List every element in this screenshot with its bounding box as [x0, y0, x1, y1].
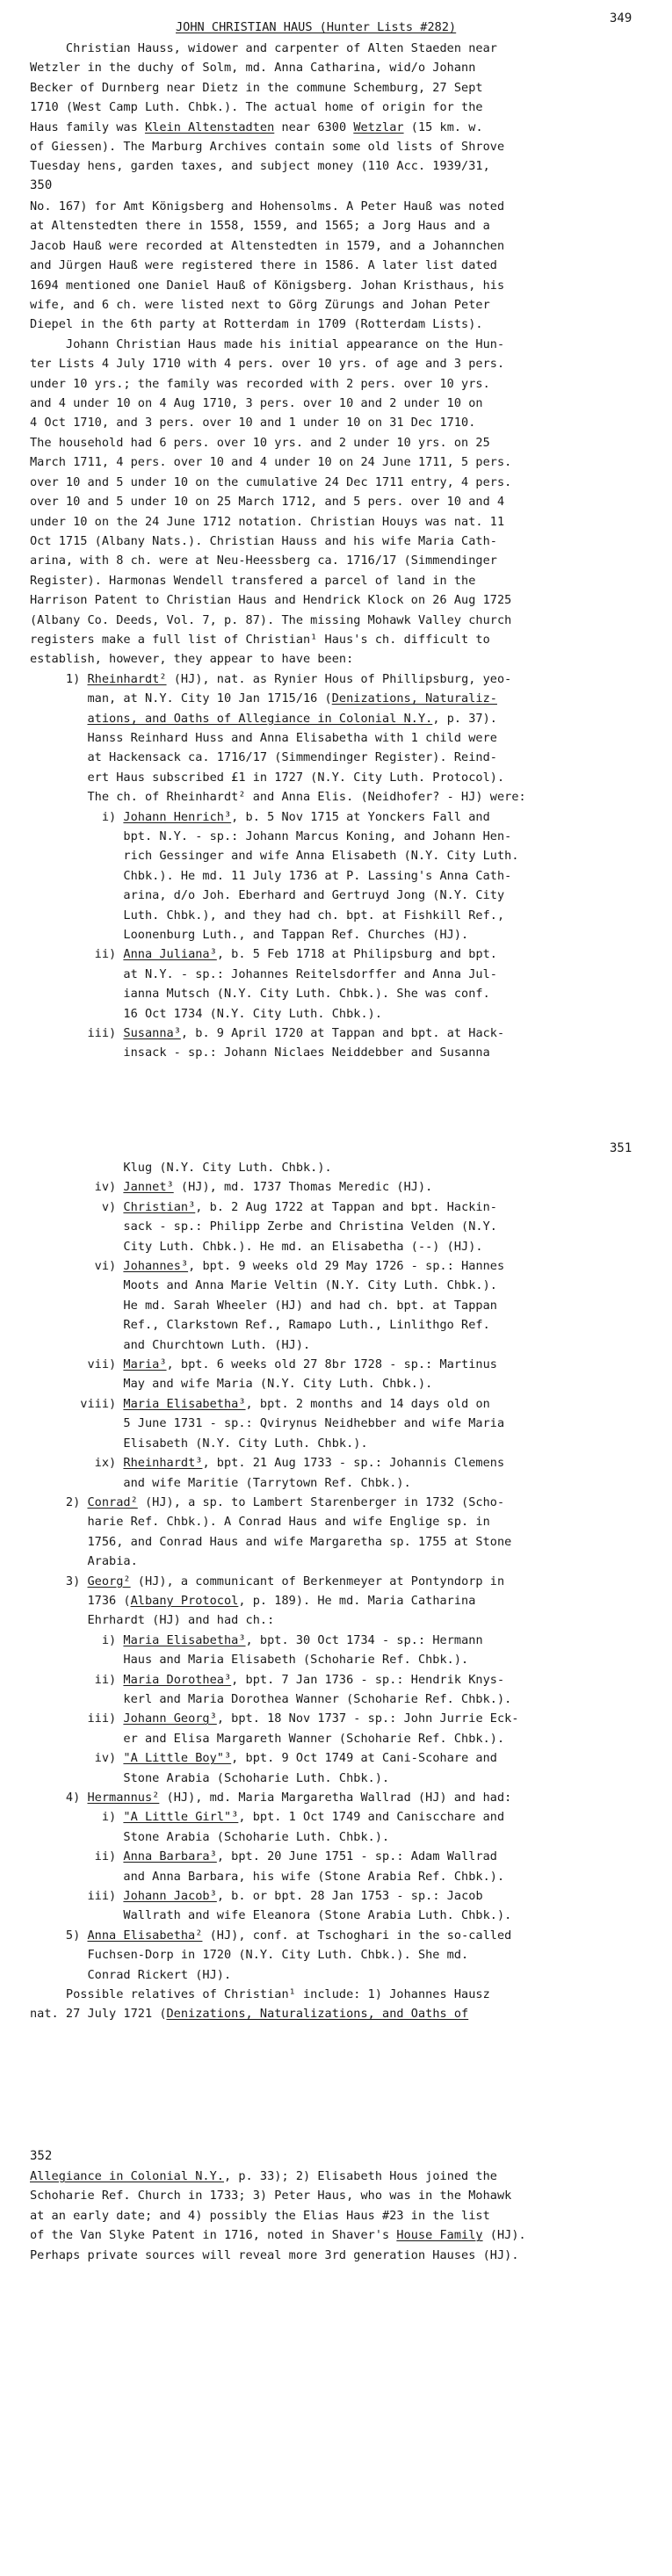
- text-line: iv) Jannet³ (HJ), md. 1737 Thomas Meredic (HJ).: [30, 1180, 433, 1195]
- text-line: Loonenburg Luth., and Tappan Ref. Churches (HJ).: [30, 928, 469, 943]
- text-line: 3) Georg² (HJ), a communicant of Berkenmeyer at Pontyndorp in: [30, 1574, 505, 1588]
- text-line: Perhaps private sources will reveal more 3rd generation Hauses (HJ).: [30, 2247, 519, 2262]
- text-line: ii) Anna Juliana³, b. 5 Feb 1718 at Philipsburg and bpt.: [30, 947, 497, 962]
- text-line: sack - sp.: Philipp Zerbe and Christina Velden (N.Y.: [30, 1219, 497, 1234]
- text-line: Allegiance in Colonial N.Y., p. 33); 2) Elisabeth Hous joined the: [30, 2169, 497, 2183]
- text-line: i) Johann Henrich³, b. 5 Nov 1715 at Yonckers Fall and: [30, 809, 490, 824]
- text-line: ix) Rheinhardt³, bpt. 21 Aug 1733 - sp.: Johannis Clemens: [30, 1456, 505, 1471]
- text-line: Jacob Hauß were recorded at Altenstedten in 1579, and a Johannchen: [30, 238, 505, 253]
- text-line: ter Lists 4 July 1710 with 4 pers. over 10 yrs. of age and 3 pers.: [30, 357, 505, 372]
- text-line: Arabia.: [30, 1554, 138, 1569]
- text-line: The household had 6 pers. over 10 yrs. and 2 under 10 yrs. on 25: [30, 435, 490, 450]
- text-line: March 1711, 4 pers. over 10 and 4 under 10 on 24 June 1711, 5 pers.: [30, 455, 512, 470]
- text-line: iv) "A Little Boy"³, bpt. 9 Oct 1749 at Cani-Scohare and: [30, 1751, 497, 1766]
- text-line: iii) Johann Georg³, bpt. 18 Nov 1737 - sp.: John Jurrie Eck-: [30, 1711, 519, 1726]
- page-title: [176, 18, 456, 37]
- text-block: [30, 39, 653, 177]
- text-line: 1710 (West Camp Luth. Chbk.). The actual home of origin for the: [30, 100, 483, 115]
- text-line: iii) Susanna³, b. 9 April 1720 at Tappan and bpt. at Hack-: [30, 1026, 505, 1041]
- text-line: Luth. Chbk.), and they had ch. bpt. at Fishkill Ref.,: [30, 908, 505, 923]
- text-block: [30, 2167, 653, 2265]
- text-line: vii) Maria³, bpt. 6 weeks old 27 8br 1728 - sp.: Martinus: [30, 1357, 497, 1372]
- text-block: [30, 197, 653, 1063]
- text-line: Register). Harmonas Wendell transfered a parcel of land in the: [30, 573, 476, 588]
- text-line: Hanss Reinhard Huss and Anna Elisabetha with 1 child were: [30, 730, 497, 745]
- text-line: and wife Maritie (Tarrytown Ref. Chbk.).: [30, 1475, 411, 1490]
- text-line: arina, d/o Joh. Eberhard and Gertruyd Jong (N.Y. City: [30, 888, 505, 903]
- text-line: 4 Oct 1710, and 3 pers. over 10 and 1 under 10 on 31 Dec 1710.: [30, 416, 476, 431]
- text-line: 1736 (Albany Protocol, p. 189). He md. Maria Catharina: [30, 1593, 476, 1608]
- text-line: and Anna Barbara, his wife (Stone Arabia Ref. Chbk.).: [30, 1869, 505, 1884]
- text-line: 1756, and Conrad Haus and wife Margaretha sp. 1755 at Stone: [30, 1534, 512, 1549]
- text-line: bpt. N.Y. - sp.: Johann Marcus Koning, and Johann Hen-: [30, 829, 512, 843]
- page-number: 351: [610, 1141, 632, 1155]
- text-line: ert Haus subscribed £1 in 1727 (N.Y. City Luth. Protocol).: [30, 770, 505, 785]
- text-line: Stone Arabia (Schoharie Luth. Chbk.).: [30, 1829, 390, 1844]
- text-line: Johann Christian Haus made his initial appearance on the Hun-: [30, 336, 505, 351]
- text-line: i) "A Little Girl"³, bpt. 1 Oct 1749 and Caniscchare and: [30, 1810, 505, 1825]
- text-line: kerl and Maria Dorothea Wanner (Schoharie Ref. Chbk.).: [30, 1691, 512, 1706]
- text-line: (Albany Co. Deeds, Vol. 7, p. 87). The missing Mohawk Valley church: [30, 612, 512, 627]
- text-line: 16 Oct 1734 (N.Y. City Luth. Chbk.).: [30, 1006, 383, 1021]
- text-line: 2) Conrad² (HJ), a sp. to Lambert Starenberger in 1732 (Scho-: [30, 1494, 505, 1509]
- page-number: 350: [30, 178, 53, 192]
- text-line: Wallrath and wife Eleanora (Stone Arabia Luth. Chbk.).: [30, 1908, 512, 1923]
- text-line: The ch. of Rheinhardt² and Anna Elis. (Neidhofer? - HJ) were:: [30, 790, 526, 805]
- text-line: at an early date; and 4) possibly the Elias Haus #23 in the list: [30, 2208, 490, 2223]
- text-line: over 10 and 5 under 10 on the cumulative 24 Dec 1711 entry, 4 pers.: [30, 474, 512, 489]
- text-line: Elisabeth (N.Y. City Luth. Chbk.).: [30, 1436, 368, 1451]
- text-line: Becker of Durnberg near Dietz in the commune Schemburg, 27 Sept: [30, 80, 483, 95]
- text-line: of the Van Slyke Patent in 1716, noted in Shaver's House Family (HJ).: [30, 2228, 526, 2243]
- text-line: Possible relatives of Christian¹ include: 1) Johannes Hausz: [30, 1987, 490, 2002]
- text-line: nat. 27 July 1721 (Denizations, Naturalizations, and Oaths of: [30, 2007, 469, 2022]
- text-line: registers make a full list of Christian¹ Haus's ch. difficult to: [30, 632, 490, 647]
- text-line: Tuesday hens, garden taxes, and subject money (110 Acc. 1939/31,: [30, 159, 490, 174]
- text-line: and 4 under 10 on 4 Aug 1710, 3 pers. over 10 and 2 under 10 on: [30, 396, 483, 411]
- text-line: 5) Anna Elisabetha² (HJ), conf. at Tschoghari in the so-called: [30, 1928, 512, 1943]
- text-line: er and Elisa Margareth Wanner (Schoharie Ref. Chbk.).: [30, 1731, 505, 1746]
- text-line: Christian Hauss, widower and carpenter of Alten Staeden near: [30, 41, 497, 55]
- text-line: i) Maria Elisabetha³, bpt. 30 Oct 1734 - sp.: Hermann: [30, 1632, 483, 1647]
- text-line: No. 167) for Amt Königsberg and Hohensolms. A Peter Hauß was noted: [30, 199, 505, 213]
- text-line: Harrison Patent to Christian Haus and Hendrick Klock on 26 Aug 1725: [30, 593, 512, 608]
- text-line: Wetzler in the duchy of Solm, md. Anna Catharina, wid/o Johann: [30, 61, 476, 76]
- text-line: ii) Anna Barbara³, bpt. 20 June 1751 - sp.: Adam Wallrad: [30, 1849, 497, 1864]
- text-line: 4) Hermannus² (HJ), md. Maria Margaretha Wallrad (HJ) and had:: [30, 1791, 512, 1805]
- text-line: Stone Arabia (Schoharie Luth. Chbk.).: [30, 1770, 390, 1785]
- text-line: May and wife Maria (N.Y. City Luth. Chbk.).: [30, 1377, 433, 1392]
- page-number: 349: [610, 11, 632, 25]
- text-line: harie Ref. Chbk.). A Conrad Haus and wife Englige sp. in: [30, 1515, 490, 1530]
- text-line: rich Gessinger and wife Anna Elisabeth (N.Y. City Luth.: [30, 849, 519, 864]
- text-line: insack - sp.: Johann Niclaes Neiddebber and Susanna: [30, 1046, 490, 1060]
- text-line: Conrad Rickert (HJ).: [30, 1967, 232, 1982]
- text-line: Oct 1715 (Albany Nats.). Christian Hauss and his wife Maria Cath-: [30, 533, 497, 548]
- text-line: Haus family was Klein Altenstadten near 6300 Wetzlar (15 km. w.: [30, 119, 483, 134]
- text-line: Ref., Clarkstown Ref., Ramapo Luth., Linlithgo Ref.: [30, 1318, 490, 1333]
- text-line: man, at N.Y. City 10 Jan 1715/16 (Denizations, Naturaliz-: [30, 691, 497, 706]
- text-line: at Altenstedten there in 1558, 1559, and 1565; a Jorg Haus and a: [30, 219, 490, 234]
- text-line: Haus and Maria Elisabeth (Schoharie Ref. Chbk.).: [30, 1653, 469, 1668]
- text-line: over 10 and 5 under 10 on 25 March 1712, and 5 pers. over 10 and 4: [30, 495, 505, 510]
- text-line: establish, however, they appear to have been:: [30, 652, 354, 667]
- text-line: Klug (N.Y. City Luth. Chbk.).: [30, 1161, 332, 1175]
- text-line: Ehrhardt (HJ) and had ch.:: [30, 1613, 275, 1628]
- text-line: wife, and 6 ch. were listed next to Görg Zürungs and Johan Peter: [30, 298, 490, 313]
- text-line: and Churchtown Luth. (HJ).: [30, 1337, 311, 1352]
- text-line: Schoharie Ref. Church in 1733; 3) Peter Haus, who was in the Mohawk: [30, 2189, 512, 2203]
- text-line: Diepel in the 6th party at Rotterdam in 1709 (Rotterdam Lists).: [30, 317, 483, 332]
- text-line: Fuchsen-Dorp in 1720 (N.Y. City Luth. Chbk.). She md.: [30, 1948, 469, 1963]
- text-line: arina, with 8 ch. were at Neu-Heessberg ca. 1716/17 (Simmendinger: [30, 554, 497, 568]
- text-line: at N.Y. - sp.: Johannes Reitelsdorffer and Anna Jul-: [30, 966, 497, 981]
- text-line: vi) Johannes³, bpt. 9 weeks old 29 May 1726 - sp.: Hannes: [30, 1259, 505, 1274]
- text-line: at Hackensack ca. 1716/17 (Simmendinger Register). Reind-: [30, 750, 497, 765]
- text-line: and Jürgen Hauß were registered there in 1586. A later list dated: [30, 258, 497, 273]
- text-line: ianna Mutsch (N.Y. City Luth. Chbk.). She was conf.: [30, 987, 490, 1002]
- text-line: He md. Sarah Wheeler (HJ) and had ch. bpt. at Tappan: [30, 1298, 497, 1313]
- text-line: viii) Maria Elisabetha³, bpt. 2 months and 14 days old on: [30, 1396, 490, 1411]
- text-line: v) Christian³, b. 2 Aug 1722 at Tappan and bpt. Hackin-: [30, 1199, 497, 1214]
- text-line: ations, and Oaths of Allegiance in Colonial N.Y., p. 37).: [87, 711, 497, 726]
- text-line: ii) Maria Dorothea³, bpt. 7 Jan 1736 - sp.: Hendrik Knys-: [30, 1672, 505, 1687]
- text-line: 1694 mentioned one Daniel Hauß of Königsberg. Johan Kristhaus, his: [30, 278, 505, 293]
- text-line: City Luth. Chbk.). He md. an Elisabetha (--) (HJ).: [30, 1239, 483, 1254]
- text-line: under 10 yrs.; the family was recorded with 2 pers. over 10 yrs.: [30, 376, 490, 391]
- text-line: Moots and Anna Marie Veltin (N.Y. City Luth. Chbk.).: [30, 1278, 497, 1293]
- text-line: 1) Rheinhardt² (HJ), nat. as Rynier Hous of Phillipsburg, yeo-: [30, 671, 512, 686]
- page-number: 352: [30, 2149, 53, 2163]
- text-line: of Giessen). The Marburg Archives contain some old lists of Shrove: [30, 140, 505, 155]
- text-line: 5 June 1731 - sp.: Qvirynus Neidhebber and wife Maria: [30, 1416, 505, 1431]
- text-line: Chbk.). He md. 11 July 1736 at P. Lassing's Anna Cath-: [30, 868, 512, 883]
- text-block: [30, 1158, 653, 2024]
- text-line: under 10 on the 24 June 1712 notation. Christian Houys was nat. 11: [30, 514, 505, 529]
- text-line: iii) Johann Jacob³, b. or bpt. 28 Jan 1753 - sp.: Jacob: [30, 1889, 483, 1904]
- page-title-text: JOHN CHRISTIAN HAUS (Hunter Lists #282): [176, 20, 457, 34]
